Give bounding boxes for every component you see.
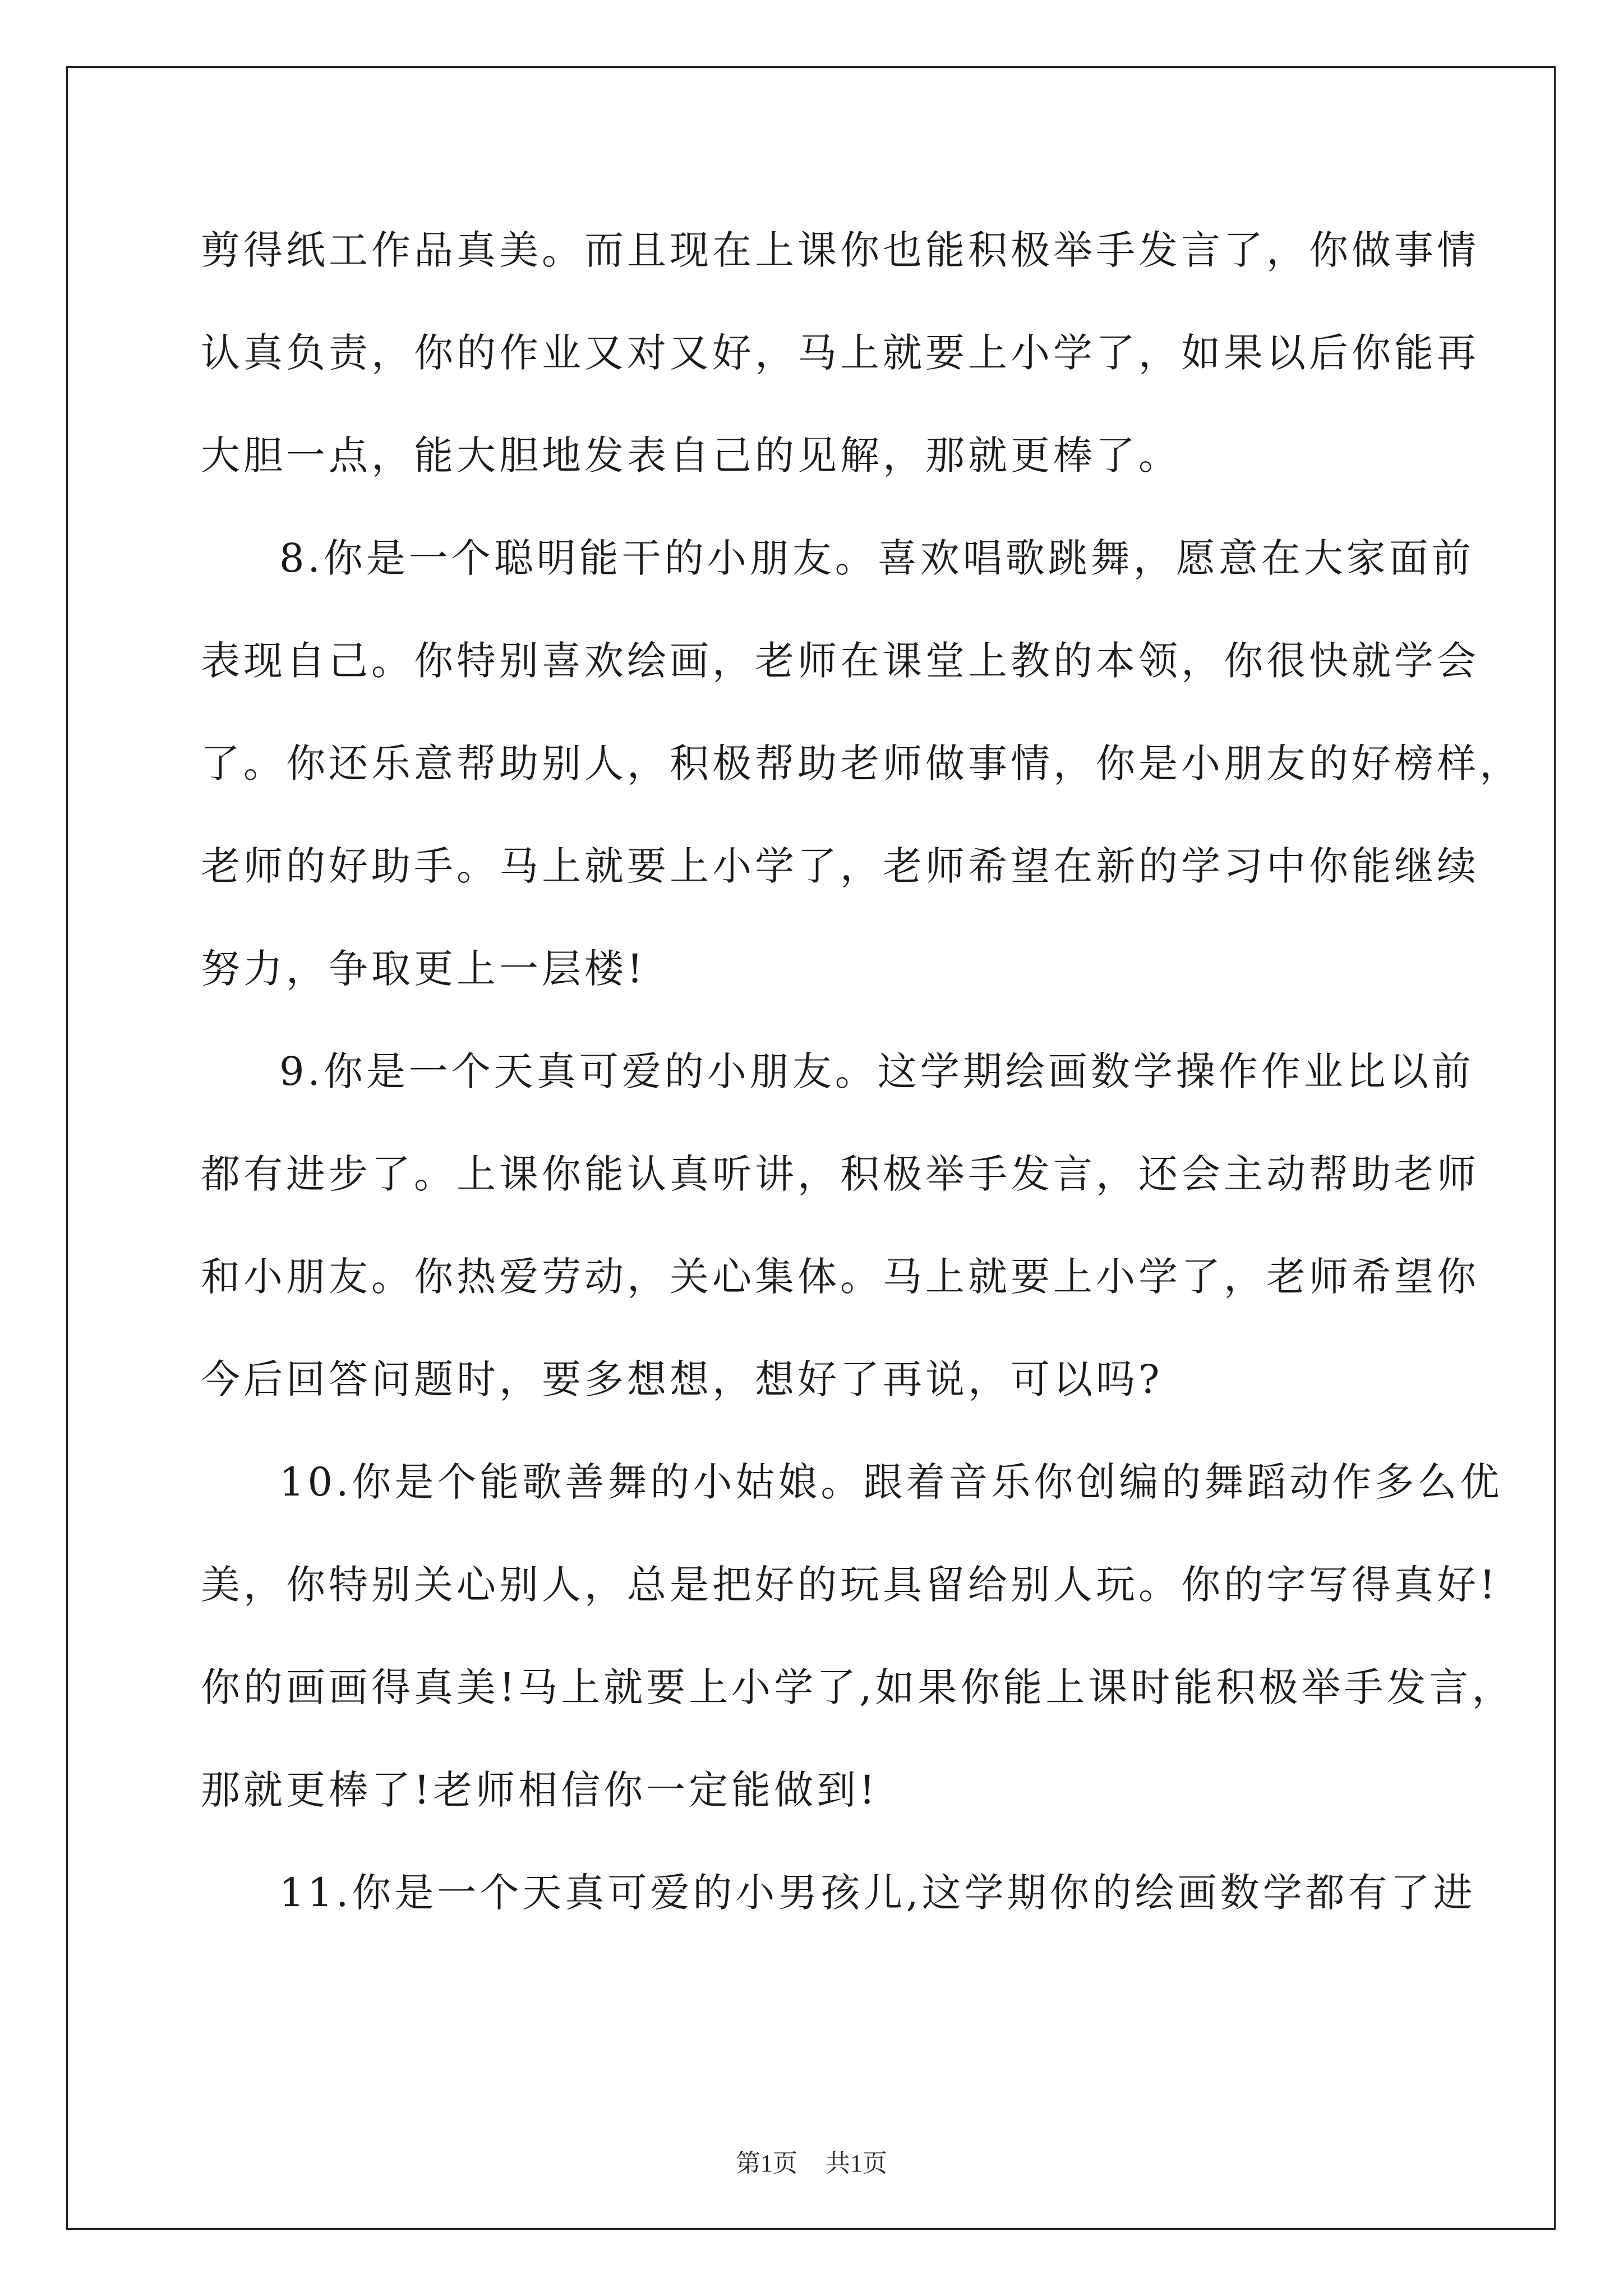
paragraph-start-line: 10.你是个能歌善舞的小姑娘。跟着音乐你创编的舞蹈动作多么优: [279, 1459, 1503, 1505]
text-line: 今后回答问题时，要多想想，想好了再说，可以吗?: [201, 1356, 1163, 1402]
text-line: 剪得纸工作品真美。而且现在上课你也能积极举手发言了，你做事情: [201, 227, 1479, 273]
page-number: 第1页: [736, 2150, 797, 2177]
text-line: 努力，争取更上一层楼!: [201, 946, 647, 992]
paragraph-start-line: 9.你是一个天真可爱的小朋友。这学期绘画数学操作作业比以前: [279, 1048, 1474, 1094]
text-line: 表现自己。你特别喜欢绘画，老师在课堂上教的本领，你很快就学会: [201, 638, 1479, 684]
page-total: 共1页: [826, 2150, 887, 2177]
text-line: 那就更棒了!老师相信你一定能做到!: [201, 1767, 879, 1813]
text-line: 了。你还乐意帮助别人，积极帮助老师做事情，你是小朋友的好榜样，: [201, 740, 1522, 786]
text-line: 大胆一点，能大胆地发表自己的见解，那就更棒了。: [201, 432, 1181, 478]
text-line: 认真负责，你的作业又对又好，马上就要上小学了，如果以后你能再: [201, 330, 1479, 376]
text-line: 和小朋友。你热爱劳动，关心集体。马上就要上小学了，老师希望你: [201, 1254, 1479, 1300]
text-line: 美，你特别关心别人，总是把好的玩具留给别人玩。你的字写得真好!: [201, 1562, 1499, 1608]
paragraph-start-line: 11.你是一个天真可爱的小男孩儿,这学期你的绘画数学都有了进: [279, 1870, 1476, 1916]
text-line: 老师的好助手。马上就要上小学了，老师希望在新的学习中你能继续: [201, 843, 1479, 889]
text-line: 你的画画得真美!马上就要上小学了,如果你能上课时能积极举手发言，: [201, 1664, 1515, 1710]
page-footer: [0, 2143, 1623, 2179]
text-line: 都有进步了。上课你能认真听讲，积极举手发言，还会主动帮助老师: [201, 1151, 1479, 1197]
document-body: [201, 199, 1522, 1944]
paragraph-start-line: 8.你是一个聪明能干的小朋友。喜欢唱歌跳舞，愿意在大家面前: [279, 535, 1474, 581]
